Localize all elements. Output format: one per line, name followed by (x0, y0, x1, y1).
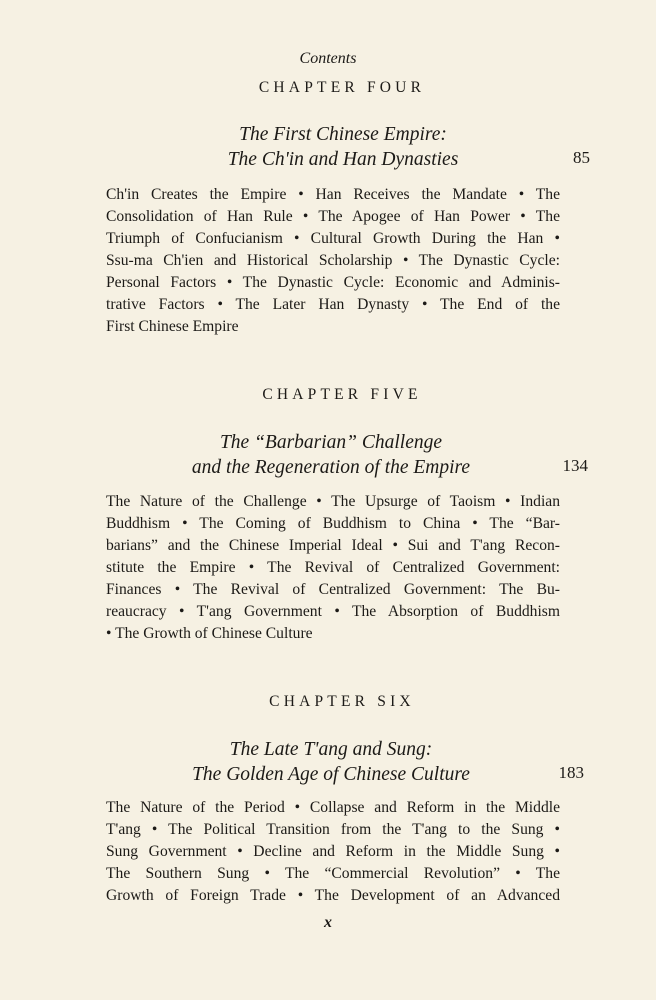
chapter-label-six: CHAPTER SIX (269, 693, 415, 710)
summary-line: barians” and the Chinese Imperial Ideal • Sui and T'ang Recon- (106, 537, 560, 554)
summary-line: Buddhism • The Coming of Buddhism to China • The “Bar- (106, 515, 560, 532)
summary-line: The Nature of the Challenge • The Upsurge of Taoism • Indian (106, 493, 560, 510)
summary-line: First Chinese Empire (106, 318, 239, 335)
summary-line: reaucracy • T'ang Government • The Absorption of Buddhism (106, 603, 560, 620)
summary-line: T'ang • The Political Transition from the T'ang to the Sung • (106, 821, 560, 838)
chapter-title-six (178, 737, 484, 787)
summary-line: stitute the Empire • The Revival of Centralized Government: (106, 559, 560, 576)
summary-line: Sung Government • Decline and Reform in the Middle Sung • (106, 843, 560, 860)
page-number-four: 85 (573, 148, 590, 167)
summary-line: • The Growth of Chinese Culture (106, 625, 313, 642)
summary-line: Ch'in Creates the Empire • Han Receives the Mandate • The (106, 186, 560, 203)
summary-line: Personal Factors • The Dynastic Cycle: Economic and Adminis- (106, 274, 560, 291)
summary-line: Triumph of Confucianism • Cultural Growth During the Han • (106, 230, 560, 247)
summary-line: trative Factors • The Later Han Dynasty • The End of the (106, 296, 560, 313)
chapter-title-four (215, 122, 471, 172)
chapter-summary-five (106, 491, 560, 645)
chapter-title-line: The First Chinese Empire: (239, 124, 447, 145)
summary-line: The Nature of the Period • Collapse and Reform in the Middle (106, 799, 560, 816)
summary-line: Ssu-ma Ch'ien and Historical Scholarship • The Dynastic Cycle: (106, 252, 560, 269)
chapter-label-four: CHAPTER FOUR (258, 79, 426, 96)
chapter-title-line: The “Barbarian” Challenge (219, 432, 443, 453)
chapter-title-five (186, 430, 476, 480)
chapter-label-five: CHAPTER FIVE (262, 386, 422, 403)
summary-line: Consolidation of Han Rule • The Apogee of Han Power • The (106, 208, 560, 225)
chapter-summary-four (106, 184, 560, 338)
summary-line: The Southern Sung • The “Commercial Revolution” • The (106, 865, 560, 882)
chapter-title-line: and the Regeneration of the Empire (191, 457, 471, 478)
chapter-title-line: The Late T'ang and Sung: (229, 739, 433, 760)
page-folio: x (324, 914, 332, 931)
summary-line: Growth of Foreign Trade • The Development of an Advanced (106, 887, 560, 904)
chapter-title-line: The Ch'in and Han Dynasties (227, 149, 459, 170)
page-number-six: 183 (558, 763, 584, 782)
chapter-title-line: The Golden Age of Chinese Culture (192, 764, 470, 785)
summary-line: Finances • The Revival of Centralized Government: The Bu- (106, 581, 560, 598)
chapter-summary-six (106, 797, 560, 907)
running-head: Contents (299, 50, 357, 67)
page-number-five: 134 (562, 456, 588, 475)
